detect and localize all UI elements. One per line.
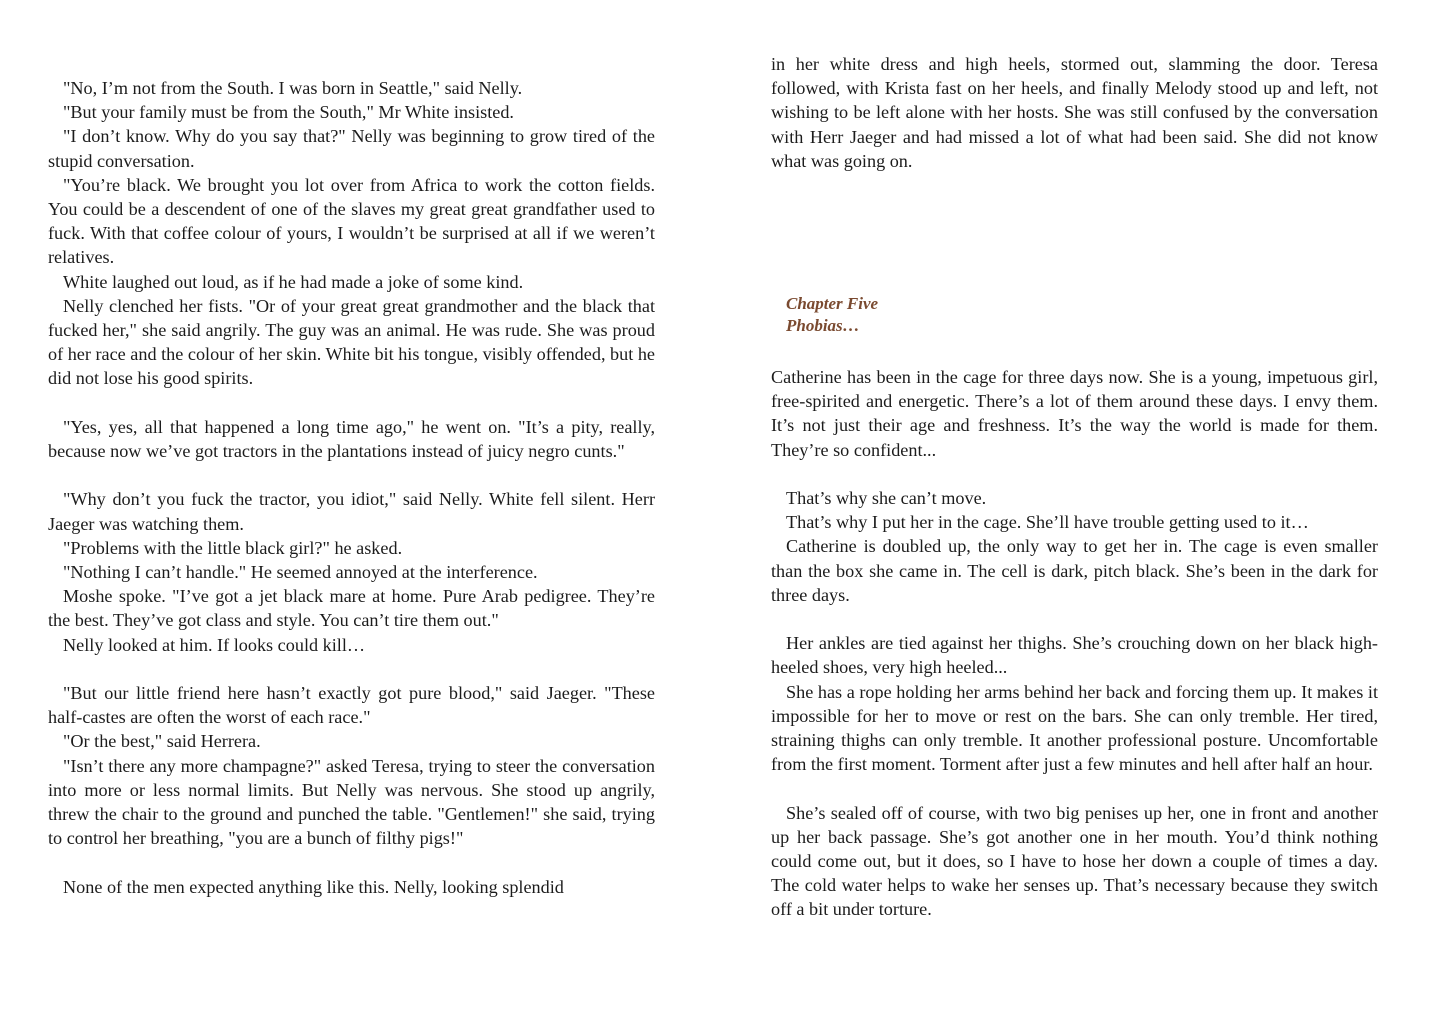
paragraph: Her ankles are tied against her thighs. She’s crouching down on her black high-heeled shoes, very high heeled... (771, 633, 1378, 678)
paragraph: That’s why she can’t move. (786, 488, 987, 509)
right-page (771, 52, 1378, 922)
chapter-number: Chapter Five (786, 294, 879, 314)
left-page (48, 76, 655, 899)
paragraph: Catherine is doubled up, the only way to get her in. The cage is even smaller than the box she came in. The cell is dark, pitch black. She’s been in the dark for three days. (771, 536, 1378, 605)
paragraph: Nelly looked at him. If looks could kill… (63, 634, 366, 655)
paragraph: Nelly clenched her fists. "Or of your great great grandmother and the black that fucked her," she said angrily. The guy was an animal. He was rude. She was proud of her race and the colour of her skin. White bit his tongue, visibly offended, but he did not lose his good spirits. (48, 295, 655, 389)
paragraph: "But our little friend here hasn’t exactly got pure blood," said Jaeger. "These half-castes are often the worst of each race." (48, 683, 655, 728)
paragraph: "Why don’t you fuck the tractor, you idiot," said Nelly. White fell silent. Herr Jaeger was watching them. (48, 489, 655, 534)
paragraph: "Or the best," said Herrera. (63, 731, 261, 752)
paragraph-gap (771, 607, 1378, 631)
paragraph: Moshe spoke. "I’ve got a jet black mare at home. Pure Arab pedigree. They’re the best. They’ve got class and style. You can’t tire them out." (48, 586, 655, 631)
paragraph: Catherine has been in the cage for three days now. She is a young, impetuous girl, free-spirited and energetic. There’s a lot of them around these days. I envy them. It’s not just their age and freshness. It’s the way the world is made for them. They’re so confident... (771, 367, 1378, 460)
paragraph: "You’re black. We brought you lot over from Africa to work the cotton fields. You could be a descendent of one of the slaves my great great grandfather used to fuck. With that coffee colour of yours, I wouldn’t be surprised at all if we weren’t relatives. (48, 174, 655, 268)
paragraph: "Problems with the little black girl?" he asked. (63, 537, 403, 558)
paragraph: "But your family must be from the South," Mr White insisted. (63, 102, 514, 123)
paragraph: "Yes, yes, all that happened a long time ago," he went on. "It’s a pity, really, because now we’ve got tractors in the plantations instead of juicy negro cunts." (48, 416, 655, 462)
paragraph: "I don’t know. Why do you say that?" Nelly was beginning to grow tired of the stupid conversation. (48, 126, 655, 171)
chapter-title: Phobias… (786, 316, 860, 336)
paragraph: White laughed out loud, as if he had made a joke of some kind. (63, 271, 524, 292)
paragraph: "Isn’t there any more champagne?" asked Teresa, trying to steer the conversation into more or less normal limits. But Nelly was nervous. She stood up angrily, threw the chair to the ground and punched the table. "Gentlemen!" she said, trying to control her breathing, "you are a bunch of filthy pigs!" (48, 755, 655, 849)
paragraph: She’s sealed off of course, with two big penises up her, one in front and another up her back passage. She’s got another one in her mouth. You’d think nothing could come out, but it does, so I have to hose her down a couple of times a day. The cold water helps to wake her senses up. That’s necessary because they switch off a bit under torture. (771, 802, 1378, 920)
paragraph-gap (48, 391, 655, 415)
paragraph-gap (48, 657, 655, 681)
paragraph: None of the men expected anything like this. Nelly, looking splendid (63, 876, 564, 897)
paragraph-gap (48, 463, 655, 487)
right-page-continuation (771, 52, 1378, 173)
chapter-body (771, 365, 1378, 922)
paragraph: She has a rope holding her arms behind her back and forcing them up. It makes it impossible for her to move or rest on the bars. She can only tremble. Her tired, straining thighs can only tremble. It another professional posture. Uncomfortable from the first moment. Torment after just a few minutes and hell after half an hour. (771, 681, 1378, 775)
paragraph: That’s why I put her in the cage. She’ll have trouble getting used to it… (786, 512, 1309, 533)
paragraph-gap (771, 776, 1378, 800)
paragraph: in her white dress and high heels, stormed out, slamming the door. Teresa followed, with Krista fast on her heels, and finally Melody stood up and left, not wishing to be left alone with her hosts. She was still confused by the conversation with Herr Jaeger and had missed a lot of what had been said. She did not know what was going on. (771, 54, 1378, 171)
paragraph: "Nothing I can’t handle." He seemed annoyed at the interference. (63, 562, 538, 583)
paragraph-gap (771, 462, 1378, 486)
paragraph-gap (48, 850, 655, 874)
chapter-heading (771, 293, 1378, 337)
paragraph: "No, I’m not from the South. I was born in Seattle," said Nelly. (63, 78, 523, 98)
